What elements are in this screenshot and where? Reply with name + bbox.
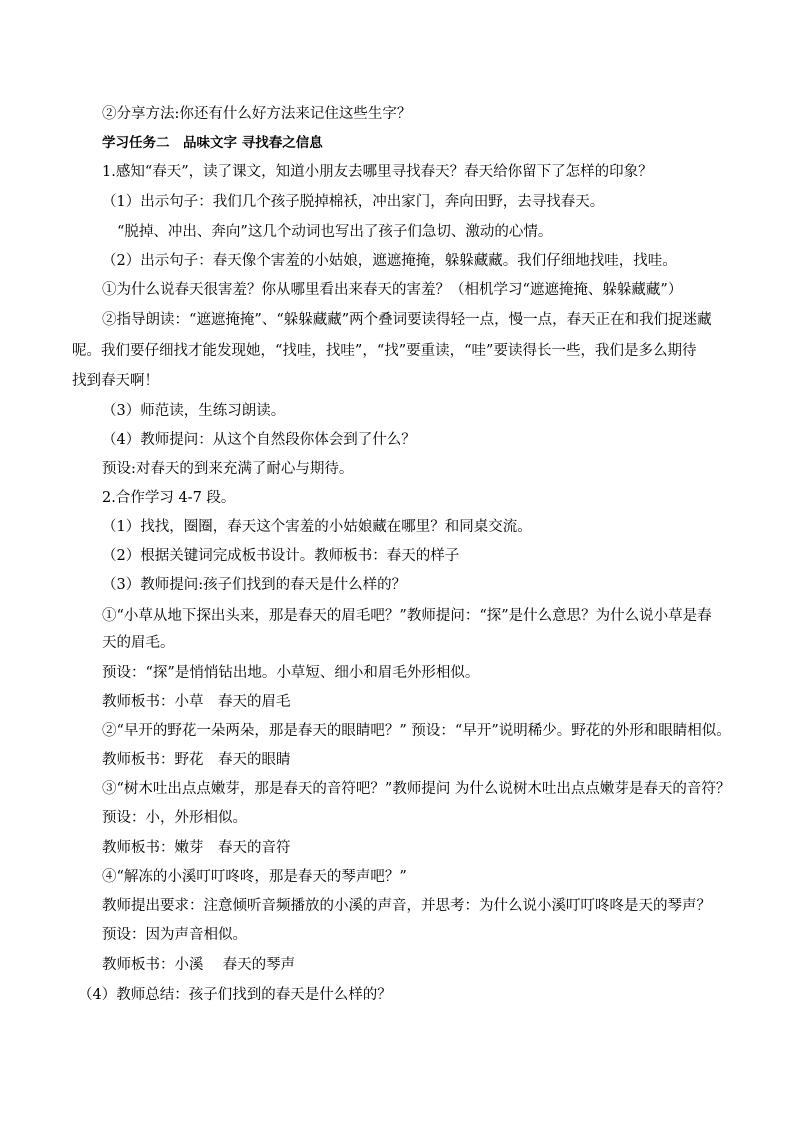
- text-line: （4）教师总结：孩子们找到的春天是什么样的？: [78, 987, 392, 1003]
- text-line: 预设:对春天的到来充满了耐心与期待。: [102, 461, 354, 477]
- text-line: （3）教师提问:孩子们找到的春天是什么样的？: [102, 577, 407, 593]
- text-line: 预设：因为声音相似。: [102, 927, 247, 943]
- text-line: ③“树木吐出点点嫩芽，那是春天的音符吧？”教师提问 为什么说树木吐出点点嫩芽是春天的音符？: [102, 781, 731, 797]
- text-line: 预设：小，外形相似。: [102, 810, 247, 826]
- text-line: ④“解冻的小溪叮叮咚咚，那是春天的琴声吧？”: [102, 869, 407, 885]
- text-line: （1）找找，圈圈，春天这个害羞的小姑娘藏在哪里？和同桌交流。: [102, 519, 532, 535]
- text-line: （1）出示句子：我们几个孩子脱掉棉袄，冲出家门，奔向田野，去寻找春天。: [102, 194, 605, 210]
- text-line: （2）出示句子：春天像个害羞的小姑娘，遮遮掩掩，躲躲藏藏。我们仔细地找哇，找哇。: [102, 253, 677, 269]
- text-line: ②“早开的野花一朵两朵，那是春天的眼睛吧？” 预设：“早开”说明稀少。野花的外形和眼睛相似。: [102, 723, 731, 739]
- text-line: 预设：“探”是悄悄钻出地。小草短、细小和眉毛外形相似。: [102, 665, 480, 681]
- text-line: 教师板书：嫩芽 春天的音符: [102, 840, 291, 856]
- text-line: ②指导朗读：“遮遮掩掩”、“躲躲藏藏”两个叠词要读得轻一点，慢一点，春天正在和我们捉迷藏: [102, 312, 712, 328]
- text-line: ①为什么说春天很害羞？你从哪里看出来春天的害羞？（相机学习“遮遮掩掩、躲躲藏藏”）: [102, 282, 683, 298]
- text-line: “脱掉、冲出、奔向”这几个动词也写出了孩子们急切、激动的心情。: [117, 224, 553, 240]
- section-heading: 学习任务二 品味文字 寻找春之信息: [102, 135, 323, 151]
- text-line: 1.感知“春天”，读了课文，知道小朋友去哪里寻找春天？春天给你留下了怎样的印象？: [102, 164, 653, 180]
- text-line: （4）教师提问：从这个自然段你体会到了什么？: [102, 432, 416, 448]
- text-line: 教师板书：野花 春天的眼睛: [102, 752, 291, 768]
- text-line: ①“小草从地下探出头来，那是春天的眉毛吧？”教师提问：“探”是什么意思？为什么说小草是春: [102, 608, 712, 624]
- text-line: 找到春天啊！: [72, 373, 159, 389]
- text-line: 2.合作学习 4-7 段。: [102, 490, 236, 506]
- text-line: ②分享方法:你还有什么好方法来记住这些生字？: [102, 106, 412, 122]
- text-line: 教师提出要求：注意倾听音频播放的小溪的声音，并思考：为什么说小溪叮叮咚咚是天的琴声？: [102, 898, 711, 914]
- text-line: 天的眉毛。: [102, 635, 175, 651]
- text-line: （2）根据关键词完成板书设计。教师板书：春天的样子: [102, 548, 460, 564]
- text-line: 教师板书：小溪 春天的琴声: [102, 957, 296, 973]
- text-line: 呢。我们要仔细找才能发现她，“找哇，找哇”，“找”要重读，“哇”要读得长一些，我们是多么期待: [72, 343, 697, 359]
- text-line: 教师板书：小草 春天的眉毛: [102, 694, 291, 710]
- text-line: （3）师范读，生练习朗读。: [102, 403, 286, 419]
